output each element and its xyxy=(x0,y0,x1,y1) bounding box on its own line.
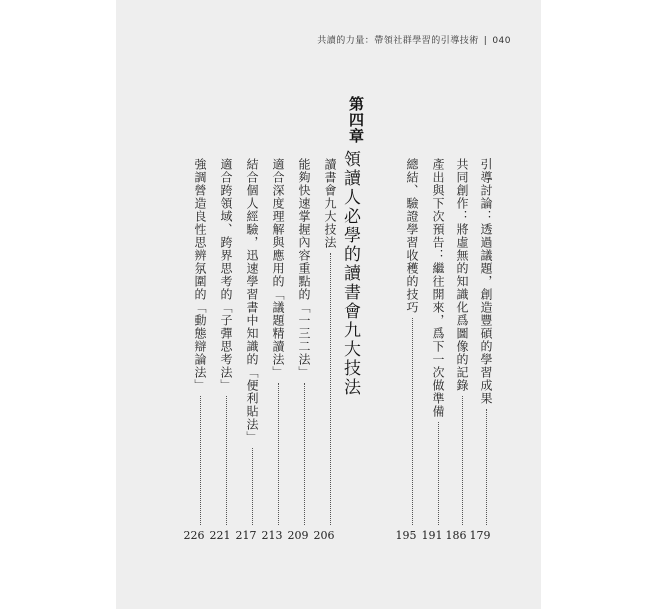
toc-entry-page: 221 xyxy=(209,529,231,542)
toc-leader-dots xyxy=(240,448,253,525)
toc-leader-dots xyxy=(318,253,331,525)
header-page-number: 040 xyxy=(492,36,511,46)
toc-leader-dots xyxy=(266,383,279,525)
toc-entry-page: 191 xyxy=(421,529,443,542)
toc-entry[interactable] xyxy=(312,158,336,543)
chapter-title: 領讀人必學的讀書會九大技法 xyxy=(340,150,360,397)
toc-entry-title: 讀書會九大技法 xyxy=(323,158,337,249)
header-book-title: 共讀的力量：帶領社群學習的引導技術 xyxy=(317,36,479,46)
toc-entry[interactable] xyxy=(234,158,258,543)
toc-leader-dots xyxy=(474,409,487,525)
toc-entry-page: 206 xyxy=(313,529,335,542)
toc-entry-title: 引導討論：透過議題，創造豐碩的學習成果 xyxy=(479,158,493,405)
toc-entry[interactable] xyxy=(182,158,206,543)
toc-entry-page: 217 xyxy=(235,529,257,542)
toc-entry[interactable] xyxy=(420,158,444,543)
toc-leader-dots xyxy=(400,318,413,525)
toc-leader-dots xyxy=(426,422,439,525)
toc-entry[interactable] xyxy=(208,158,232,543)
toc-leader-dots xyxy=(214,396,227,525)
toc-entry-title: 能夠快速掌握內容重點的「一三二法」 xyxy=(297,158,311,379)
toc-entry[interactable] xyxy=(286,158,310,543)
toc-entry[interactable] xyxy=(394,158,418,543)
toc-entry-title: 強調營造良性思辨氛圍的「動態辯論法」 xyxy=(193,158,207,392)
toc-entry-page: 186 xyxy=(445,529,467,542)
chapter-label: 第四章 xyxy=(347,96,365,144)
toc-entry-page: 195 xyxy=(395,529,417,542)
toc-entry-page: 226 xyxy=(183,529,205,542)
toc-entry-page: 213 xyxy=(261,529,283,542)
toc-entry-page: 209 xyxy=(287,529,309,542)
toc-entry-page: 179 xyxy=(469,529,491,542)
toc-entry-title: 結合個人經驗，迅速學習書中知識的「便利貼法」 xyxy=(245,158,259,444)
toc-leader-dots xyxy=(292,383,305,525)
toc-entry-title: 產出與下次預告：繼往開來，爲下一次做準備 xyxy=(431,158,445,418)
running-header xyxy=(317,33,511,46)
toc-entry[interactable] xyxy=(444,158,468,543)
toc-entry-title: 總結、驗證學習收穫的技巧 xyxy=(405,158,419,314)
toc-entry-title: 共同創作：將虛無的知識化爲圖像的記錄 xyxy=(455,158,469,392)
toc-entry[interactable] xyxy=(468,158,492,543)
header-separator: | xyxy=(483,36,488,46)
toc-leader-dots xyxy=(450,396,463,525)
toc-entry-title: 適合跨領域、跨界思考的「子彈思考法」 xyxy=(219,158,233,392)
toc-entry[interactable] xyxy=(260,158,284,543)
book-page xyxy=(116,0,541,609)
toc-entry-title: 適合深度理解與應用的「議題精讀法」 xyxy=(271,158,285,379)
toc-leader-dots xyxy=(188,396,201,525)
